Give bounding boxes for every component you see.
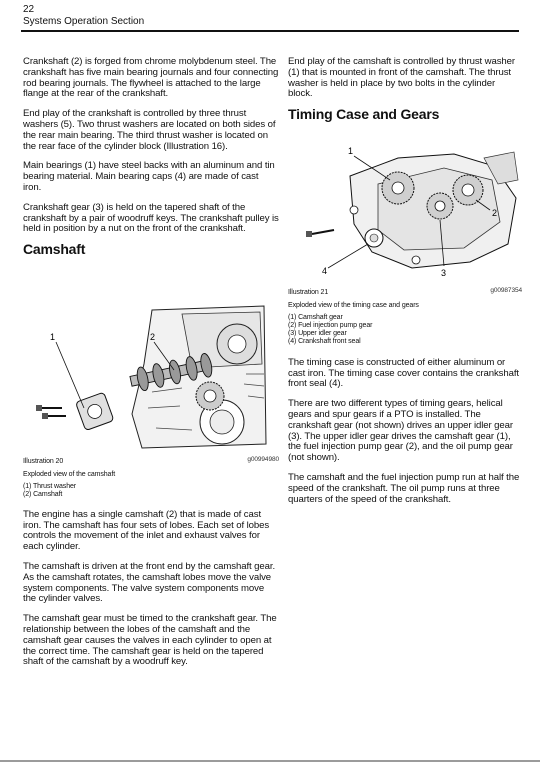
callout-1: 1 [50,332,56,342]
paragraph: End play of the camshaft is controlled by thrust washer (1) that is mounted in front of the camshaft. The thrust washer is held in place by two bolts in the cylinder block. [288,56,515,100]
paragraph: Crankshaft (2) is forged from chrome molybdenum steel. The crankshaft has five main bearing journals and four connecting rod bearing journals. The flywheel is attached to the large flange at the rear of the crankshaft. [23,56,279,100]
camshaft-illustration [32,304,268,454]
illustration-21-label-row [288,286,522,297]
callout-4: 4 [322,266,328,276]
illustration-20-label: Illustration 20 [23,457,64,465]
camshaft-heading: Camshaft [23,241,86,258]
right-column-top [288,56,522,123]
illustration-21-legend [288,314,522,346]
left-column-top [23,56,279,258]
illustration-20-id: g00994980 [247,456,279,463]
illustration-21-id: g00987354 [490,287,522,294]
paragraph: The camshaft gear must be timed to the crankshaft gear. The relationship between the lobes of the camshaft and the camshaft gear causes the valves in each cylinder to open at the correct time. The camshaft gear is held on the tapered shaft of the camshaft by a woodruff key. [23,613,277,668]
paragraph: Main bearings (1) have steel backs with an aluminum and tin bearing material. Main bearing caps (4) are made of cast iron. [23,160,275,193]
legend-item: (2) Camshaft [23,490,63,498]
paragraph: The timing case is constructed of either aluminum or cast iron. The timing case cover contains the crankshaft front seal (4). [288,356,519,390]
legend-item: (1) Camshaft gear [288,313,343,321]
legend-item: (4) Crankshaft front seal [288,337,361,345]
paragraph: End play of the crankshaft is controlled by three thrust washers (5). Two thrust washers are located on both sides of the rear main bearing. The third thrust washer is located on the rear face of the cylinder block (Illustration 16). [23,108,276,152]
illustration-20-label-row [23,455,279,466]
timing-case-heading: Timing Case and Gears [288,106,440,123]
callout-2: 2 [150,332,156,342]
paragraph: The engine has a single camshaft (2) that is made of cast iron. The camshaft has four sets of lobes. Each set of lobes controls the movement of the inlet and exhaust valves for each cylinder. [23,508,270,553]
paragraph: The camshaft and the fuel injection pump run at half the speed of the crankshaft. The oil pump runs at three quarters of the speed of the crankshaft. [288,471,520,505]
illustration-20-description: Exploded view of the camshaft [23,470,116,478]
callout-1: 1 [348,146,354,156]
legend-item: (3) Upper idler gear [288,329,347,337]
header-rule [21,30,519,32]
left-column-bottom [23,455,279,677]
paragraph: There are two different types of timing gears, helical gears and spur gears if a PTO is installed. The crankshaft gear (not shown) drives an upper idler gear (3). The upper idler gear drives the camshaft gear (1), the fuel injection pump gear (2), and the oil pump gear (not shown). [288,398,513,464]
paragraph: Crankshaft gear (3) is held on the tapered shaft of the crankshaft by a pair of woodruff keys. The crankshaft pulley is held in position by a nut on the front of the crankshaft. [23,201,279,235]
right-column-bottom [288,286,522,514]
section-title: Systems Operation Section [23,16,145,27]
illustration-20-legend [23,483,279,499]
legend-item: (1) Thrust washer [23,482,77,490]
callout-3: 3 [441,268,447,278]
paragraph: The camshaft is driven at the front end by the camshaft gear. As the camshaft rotates, the camshaft lobes move the valve system components. The valve system components move the cylinder valves. [23,560,276,605]
illustration-21-label: Illustration 21 [288,288,329,296]
page-number: 22 [23,4,35,15]
footer-rule [0,760,540,762]
timing-case-illustration [294,140,520,282]
callout-2: 2 [492,208,498,218]
legend-item: (2) Fuel injection pump gear [288,321,373,329]
illustration-21-description: Exploded view of the timing case and gears [288,301,419,309]
